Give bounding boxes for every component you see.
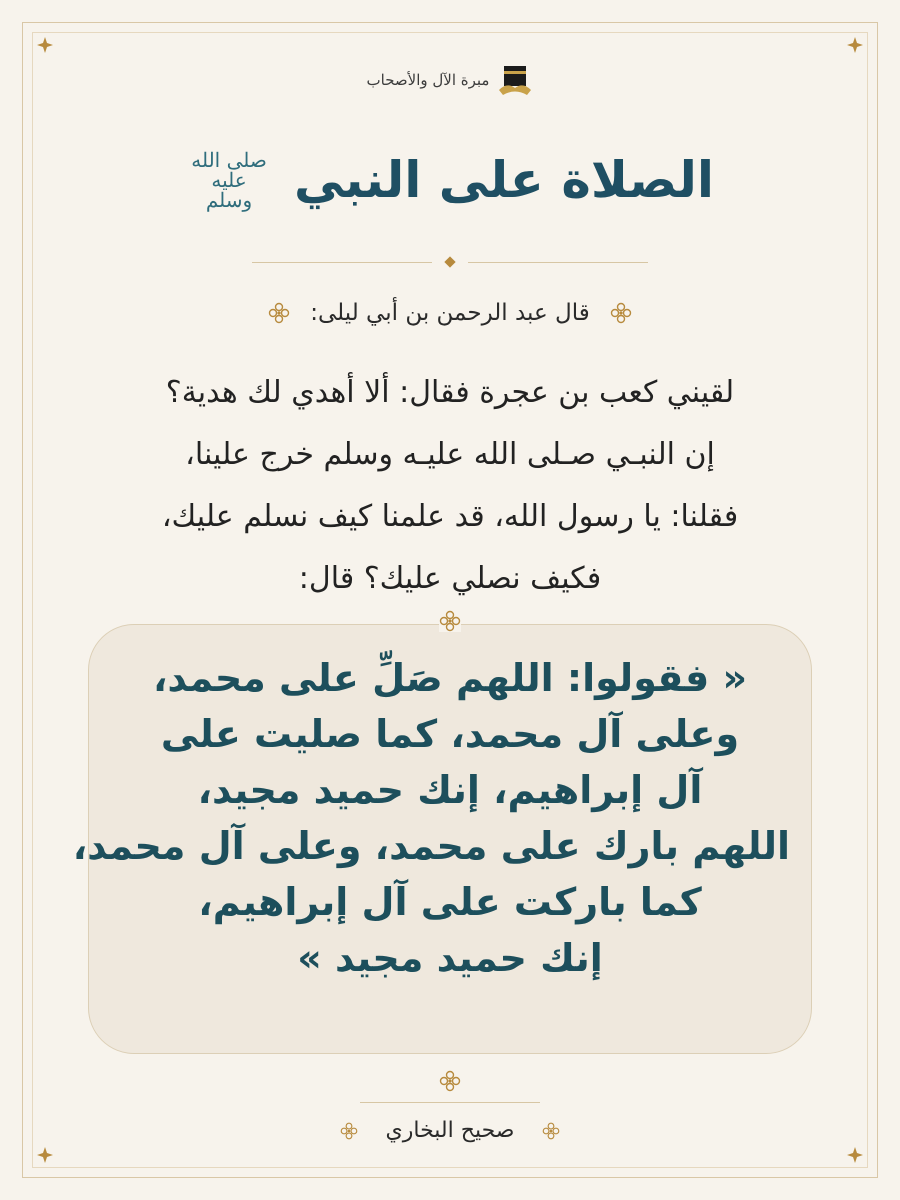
flower-ornament-icon — [340, 1122, 358, 1140]
kaaba-handshake-icon — [497, 62, 533, 98]
quote-line: آل إبراهيم، إنك حميد مجيد، — [197, 768, 703, 812]
flower-ornament-icon — [439, 1070, 461, 1092]
salawat-line-1: صلى الله — [191, 148, 267, 172]
quote-line: وعلى آل محمد، كما صليت على — [160, 712, 740, 756]
source-text: صحيح البخاري — [385, 1118, 515, 1143]
narrator-line — [0, 300, 900, 326]
prayer-quote — [72, 650, 790, 986]
bottom-divider — [360, 1102, 540, 1103]
title-text: الصلاة على النبي — [294, 151, 714, 209]
title-divider — [0, 256, 900, 268]
organization-logo — [0, 62, 900, 98]
quote-line: اللهم بارك على محمد، وعلى آل محمد، — [72, 824, 790, 868]
intro-line: لقيني كعب بن عجرة فقال: ألا أهدي لك هدية؟ — [165, 375, 735, 410]
flower-ornament-icon — [268, 302, 290, 324]
diamond-icon — [444, 256, 455, 267]
salawat-calligraphy — [186, 150, 272, 210]
flower-ornament-icon — [439, 610, 461, 632]
flower-ornament-icon — [610, 302, 632, 324]
intro-line: فكيف نصلي عليك؟ قال: — [298, 561, 602, 596]
intro-line: إن النبـي صـلى الله عليـه وسلم خرج علينا، — [185, 437, 715, 472]
source-citation — [0, 1118, 900, 1143]
quote-line: كما باركت على آل إبراهيم، — [198, 880, 702, 924]
logo-text: مبرة الآل والأصحاب — [366, 71, 490, 89]
narrator-text: قال عبد الرحمن بن أبي ليلى: — [310, 300, 590, 326]
salawat-line-2: عليه وسلم — [205, 168, 253, 212]
quote-line: إنك حميد مجيد » — [297, 936, 603, 980]
quote-line: « فقولوا: اللهم صَلِّ على محمد، — [152, 656, 748, 700]
hadith-intro — [80, 362, 820, 610]
intro-line: فقلنا: يا رسول الله، قد علمنا كيف نسلم عليك، — [161, 499, 739, 534]
page-title — [0, 150, 900, 210]
flower-ornament-icon — [542, 1122, 560, 1140]
